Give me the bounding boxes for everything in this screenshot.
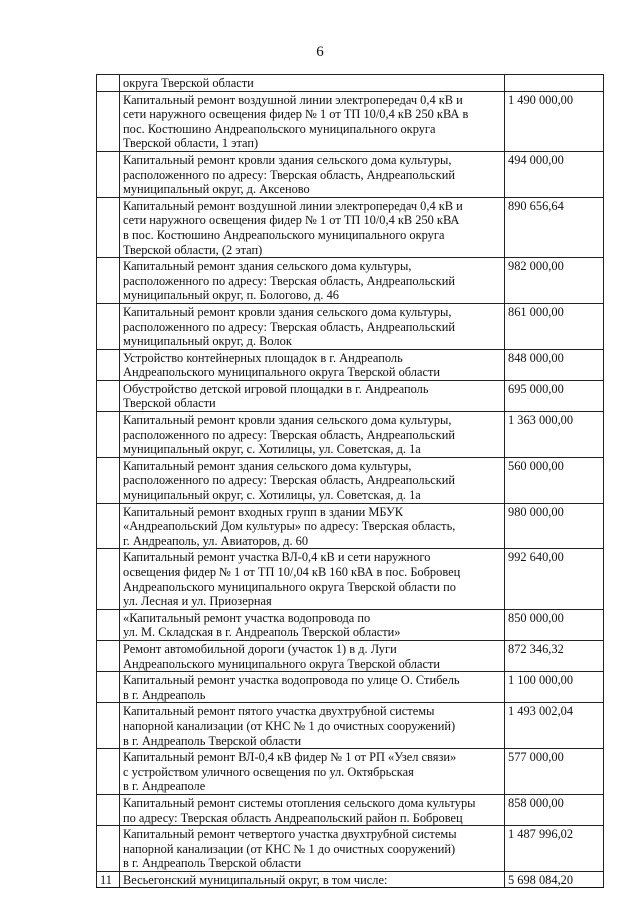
row-description-cell: Капитальный ремонт воздушной линии электропередач 0,4 кВ и сети наружного освещения фидер № 1 от ТП 10/0,4 кВ 250 кВА в пос. Костюшино Андреапольского муниципального округа Тверской области, 1 этап) — [120, 91, 505, 151]
row-amount-cell: 872 346,32 — [505, 640, 604, 671]
row-number-cell — [97, 75, 120, 92]
table-row — [97, 672, 604, 703]
row-amount-cell — [505, 75, 604, 92]
row-amount-cell: 1 490 000,00 — [505, 91, 604, 151]
row-description-cell: Капитальный ремонт кровли здания сельского дома культуры, расположенного по адресу: Тверская область, Андреапольский муниципальный округ, д. Аксеново — [120, 151, 505, 197]
row-number-cell — [97, 749, 120, 795]
row-number-cell — [97, 91, 120, 151]
row-description-cell: Капитальный ремонт кровли здания сельского дома культуры, расположенного по адресу: Тверская область, Андреапольский муниципальный округ, с. Хотилицы, ул. Советская, д. 1а — [120, 412, 505, 458]
row-amount-cell: 992 640,00 — [505, 549, 604, 609]
row-amount-cell: 1 493 002,04 — [505, 703, 604, 749]
row-amount-cell: 861 000,00 — [505, 303, 604, 349]
row-amount-cell: 5 698 084,20 — [505, 871, 604, 888]
row-description-cell: Обустройство детской игровой площадки в г. Андреаполь Тверской области — [120, 380, 505, 411]
row-amount-cell: 890 656,64 — [505, 197, 604, 257]
row-amount-cell: 1 100 000,00 — [505, 672, 604, 703]
table-row — [97, 609, 604, 640]
row-description-cell: Капитальный ремонт здания сельского дома культуры, расположенного по адресу: Тверская область, Андреапольский муниципальный округ, п. Бологово, д. 46 — [120, 258, 505, 304]
row-description-cell: Капитальный ремонт воздушной линии электропередач 0,4 кВ и сети наружного освещения фидер № 1 от ТП 10/0,4 кВ 250 кВА в пос. Костюшино Андреапольского муниципального округа Тверской области, (2 этап) — [120, 197, 505, 257]
table-row — [97, 197, 604, 257]
table-row — [97, 457, 604, 503]
row-number-cell — [97, 794, 120, 825]
row-description-cell: Весьегонский муниципальный округ, в том числе: — [120, 871, 505, 888]
table-row — [97, 412, 604, 458]
row-amount-cell: 560 000,00 — [505, 457, 604, 503]
row-number-cell — [97, 303, 120, 349]
row-number-cell — [97, 609, 120, 640]
table-row — [97, 503, 604, 549]
row-amount-cell: 494 000,00 — [505, 151, 604, 197]
table-row — [97, 349, 604, 380]
row-amount-cell: 1 363 000,00 — [505, 412, 604, 458]
row-description-cell: округа Тверской области — [120, 75, 505, 92]
table-row — [97, 703, 604, 749]
row-description-cell: Ремонт автомобильной дороги (участок 1) в д. Луги Андреапольского муниципального округа Тверской области — [120, 640, 505, 671]
row-number-cell — [97, 412, 120, 458]
funding-table — [96, 74, 604, 888]
table-row — [97, 826, 604, 872]
table-row — [97, 380, 604, 411]
table-row — [97, 258, 604, 304]
row-description-cell: Капитальный ремонт ВЛ-0,4 кВ фидер № 1 от РП «Узел связи» с устройством уличного освещения по ул. Октябрьская в г. Андреаполе — [120, 749, 505, 795]
row-amount-cell: 980 000,00 — [505, 503, 604, 549]
row-number-cell — [97, 549, 120, 609]
row-number-cell — [97, 380, 120, 411]
row-number-cell — [97, 151, 120, 197]
table-row — [97, 871, 604, 888]
table-row — [97, 303, 604, 349]
row-number-cell — [97, 826, 120, 872]
row-amount-cell: 850 000,00 — [505, 609, 604, 640]
table-row — [97, 91, 604, 151]
row-number-cell — [97, 457, 120, 503]
row-number-cell — [97, 197, 120, 257]
row-number-cell: 11 — [97, 871, 120, 888]
row-amount-cell: 695 000,00 — [505, 380, 604, 411]
row-description-cell: Капитальный ремонт здания сельского дома культуры, расположенного по адресу: Тверская область, Андреапольский муниципальный округ, с. Хотилицы, ул. Советская, д. 1а — [120, 457, 505, 503]
row-number-cell — [97, 349, 120, 380]
page-number: 6 — [316, 44, 324, 60]
row-description-cell: Капитальный ремонт пятого участка двухтрубной системы напорной канализации (от КНС № 1 до очистных сооружений) в г. Андреаполь Тверской области — [120, 703, 505, 749]
table-row — [97, 749, 604, 795]
row-amount-cell: 577 000,00 — [505, 749, 604, 795]
row-description-cell: Капитальный ремонт системы отопления сельского дома культуры по адресу: Тверская область Андреапольский район п. Бобровец — [120, 794, 505, 825]
table-row — [97, 151, 604, 197]
table-row — [97, 640, 604, 671]
row-amount-cell: 982 000,00 — [505, 258, 604, 304]
row-amount-cell: 858 000,00 — [505, 794, 604, 825]
row-description-cell: Капитальный ремонт четвертого участка двухтрубной системы напорной канализации (от КНС № 1 до очистных сооружений) в г. Андреаполь Тверской области — [120, 826, 505, 872]
row-amount-cell: 1 487 996,02 — [505, 826, 604, 872]
row-number-cell — [97, 258, 120, 304]
row-number-cell — [97, 640, 120, 671]
funding-table-body — [97, 75, 604, 888]
row-description-cell: Капитальный ремонт входных групп в здании МБУК «Андреапольский Дом культуры» по адресу: Тверская область, г. Андреаполь, ул. Авиаторов, д. 60 — [120, 503, 505, 549]
row-amount-cell: 848 000,00 — [505, 349, 604, 380]
row-description-cell: Капитальный ремонт участка водопровода по улице О. Стибель в г. Андреаполь — [120, 672, 505, 703]
table-row — [97, 794, 604, 825]
row-number-cell — [97, 503, 120, 549]
row-description-cell: Капитальный ремонт кровли здания сельского дома культуры, расположенного по адресу: Тверская область, Андреапольский муниципальный округ, д. Волок — [120, 303, 505, 349]
row-number-cell — [97, 703, 120, 749]
table-row — [97, 75, 604, 92]
table-row — [97, 549, 604, 609]
row-description-cell: Капитальный ремонт участка ВЛ-0,4 кВ и сети наружного освещения фидер № 1 от ТП 10/,04 кВ 160 кВА в пос. Бобровец Андреапольского муниципального округа Тверской области по ул. Лесная и ул. Приозерная — [120, 549, 505, 609]
row-description-cell: Устройство контейнерных площадок в г. Андреаполь Андреапольского муниципального округа Тверской области — [120, 349, 505, 380]
row-number-cell — [97, 672, 120, 703]
row-description-cell: «Капитальный ремонт участка водопровода по ул. М. Складская в г. Андреаполь Тверской области» — [120, 609, 505, 640]
